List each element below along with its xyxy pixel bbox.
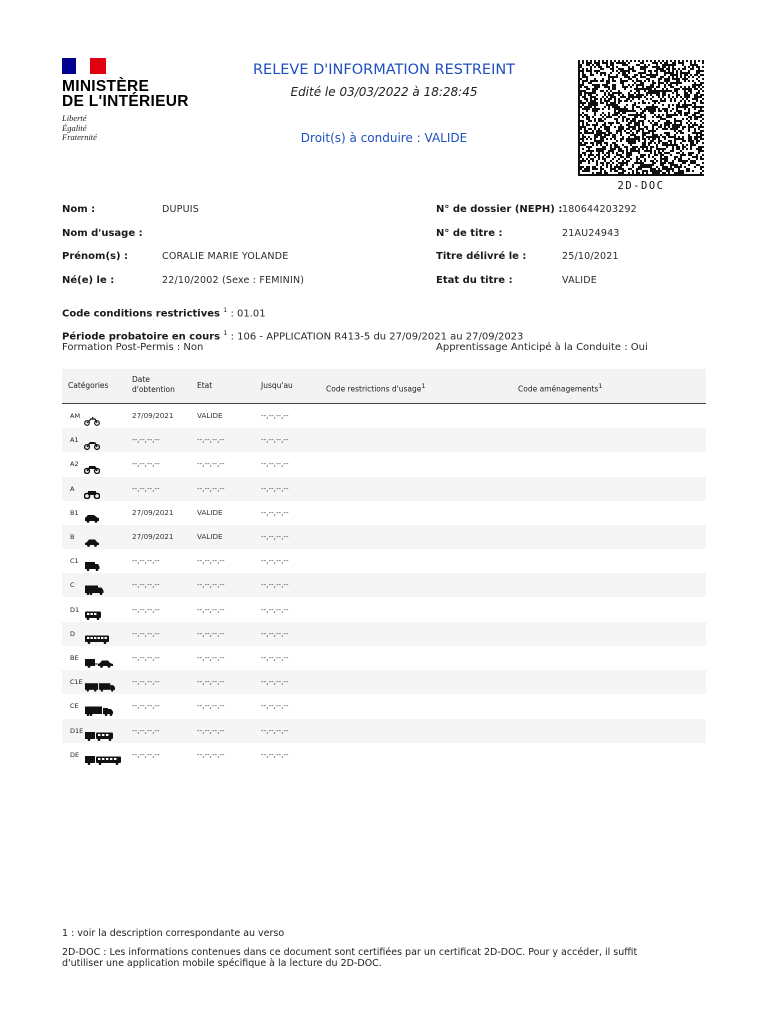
category-code: CE (70, 702, 79, 711)
category-code: A2 (70, 460, 79, 469)
formation-post-permis: Formation Post-Permis : Non (62, 342, 204, 353)
category-code: C1 (70, 557, 79, 566)
date-obtention: --,--,--,-- (132, 653, 160, 662)
jusquau: --,--,--,-- (261, 725, 289, 735)
header-date-line1: Date (132, 375, 150, 384)
header-date-obtention (132, 375, 175, 395)
prenom-label: Prénom(s) : (62, 251, 129, 262)
header-categories: Catégories (68, 381, 109, 390)
motorcycle-icon (84, 459, 100, 469)
jusquau: --,--,--,-- (261, 580, 289, 590)
jusquau: --,--,--,-- (261, 483, 289, 493)
2d-doc-notice-line1: 2D-DOC : Les informations contenues dans ce document sont certifiées par un certificat 2D-DOC. Pour y accéder, il suffit (62, 947, 638, 958)
date-obtention: --,--,--,-- (132, 749, 160, 759)
table-row (62, 428, 706, 452)
restrict-value: : 01.01 (227, 308, 266, 320)
etat: --,--,--,-- (197, 701, 225, 711)
etat: --,--,--,-- (197, 604, 225, 614)
restrict-sup: 1 (223, 306, 228, 314)
motto-liberte: Liberté (62, 113, 87, 123)
date-obtention: --,--,--,-- (132, 628, 160, 638)
republique-flag-logo (62, 58, 106, 74)
minibus-trailer-icon (84, 726, 114, 736)
date-obtention: --,--,--,-- (132, 677, 160, 687)
ministry-line2: DE L'INTÉRIEUR (62, 93, 189, 110)
etat: --,--,--,-- (197, 556, 225, 566)
footnote: 1 : voir la description correspondante au verso (62, 928, 285, 939)
proba-sup: 1 (223, 329, 228, 337)
category-code: B (70, 533, 75, 541)
jusquau: --,--,--,-- (261, 507, 289, 517)
nom-value: DUPUIS (162, 204, 199, 215)
dossier-value: 180644203292 (562, 204, 637, 215)
table-row (62, 525, 706, 549)
titre-label: N° de titre : (436, 228, 503, 239)
jusquau: --,--,--,-- (261, 604, 289, 614)
category-code: C (70, 581, 75, 590)
etat-titre-label: Etat du titre : (436, 275, 513, 286)
truck-icon (84, 580, 104, 590)
category-code: D1E (70, 726, 84, 735)
nom-usage-label: Nom d'usage : (62, 228, 143, 239)
table-row (62, 694, 706, 718)
minibus-icon (84, 605, 102, 615)
category-code: A1 (70, 436, 79, 445)
document-title: RELEVE D'INFORMATION RESTREINT (252, 62, 516, 78)
table-row (62, 501, 706, 525)
jusquau: --,--,--,-- (261, 628, 289, 638)
proba-value: : 106 - APPLICATION R413-5 du 27/09/2021 au 27/09/2023 (227, 331, 524, 343)
2d-doc-label: 2D-DOC (617, 180, 665, 192)
category-code: BE (70, 654, 79, 662)
header-amen-sup: 1 (598, 382, 603, 390)
category-code: D (70, 629, 76, 638)
light-truck-icon (84, 556, 100, 566)
car-icon (84, 532, 100, 542)
header-date-line2: d'obtention (132, 385, 175, 394)
restrict-label: Code conditions restrictives (62, 308, 220, 320)
etat: VALIDE (197, 532, 223, 541)
table-row (62, 670, 706, 694)
table-row (62, 549, 706, 573)
delivre-value: 25/10/2021 (562, 251, 619, 262)
motorcycle-light-icon (84, 435, 100, 445)
date-obtention: 27/09/2021 (132, 532, 174, 541)
table-row (62, 743, 706, 767)
table-row (62, 573, 706, 597)
motorcycle-heavy-icon (84, 484, 100, 494)
republic-motto (62, 114, 97, 143)
apprentissage-anticipe: Apprentissage Anticipé à la Conduite : Oui (436, 342, 648, 353)
jusquau: --,--,--,-- (261, 435, 289, 445)
code-conditions-restrictives (62, 306, 266, 319)
etat: --,--,--,-- (197, 725, 225, 735)
jusquau: --,--,--,-- (261, 532, 289, 541)
motto-egalite: Égalité (62, 122, 87, 133)
category-code: B1 (70, 508, 79, 517)
jusquau: --,--,--,-- (261, 653, 289, 662)
bus-icon (84, 629, 110, 639)
date-obtention: --,--,--,-- (132, 580, 160, 590)
etat: --,--,--,-- (197, 580, 225, 590)
etat: --,--,--,-- (197, 677, 225, 687)
jusquau: --,--,--,-- (261, 459, 289, 469)
table-row (62, 598, 706, 622)
etat: --,--,--,-- (197, 459, 225, 469)
naissance-label: Né(e) le : (62, 275, 115, 286)
dossier-label: N° de dossier (NEPH) : (436, 204, 563, 215)
category-code: DE (70, 750, 80, 759)
date-obtention: --,--,--,-- (132, 435, 160, 445)
date-obtention: --,--,--,-- (132, 604, 160, 614)
etat: --,--,--,-- (197, 435, 225, 445)
header-amen-text: Code aménagements (518, 384, 599, 394)
titre-value: 21AU24943 (562, 228, 620, 239)
delivre-label: Titre délivré le : (436, 251, 527, 262)
motto-fraternite: Fraternité (62, 132, 97, 142)
header-restr-text: Code restrictions d'usage (326, 384, 422, 394)
date-obtention: --,--,--,-- (132, 459, 160, 469)
etat: VALIDE (197, 507, 223, 517)
jusquau: --,--,--,-- (261, 701, 289, 711)
periode-probatoire (62, 329, 523, 342)
date-obtention: --,--,--,-- (132, 556, 160, 566)
etat: --,--,--,-- (197, 749, 225, 759)
etat: --,--,--,-- (197, 483, 225, 493)
table-row (62, 452, 706, 476)
jusquau: --,--,--,-- (261, 749, 289, 759)
table-row (62, 719, 706, 743)
etat: VALIDE (197, 411, 223, 420)
date-obtention: --,--,--,-- (132, 725, 160, 735)
table-row (62, 622, 706, 646)
etat: --,--,--,-- (197, 653, 225, 662)
truck-trailer-icon (84, 701, 114, 711)
header-restr-sup: 1 (421, 382, 426, 390)
etat: --,--,--,-- (197, 628, 225, 638)
date-obtention: 27/09/2021 (132, 507, 174, 517)
category-code: AM (70, 412, 81, 420)
edition-date: Edité le 03/03/2022 à 18:28:45 (290, 85, 478, 99)
date-obtention: --,--,--,-- (132, 701, 160, 711)
category-code: A (70, 484, 75, 493)
ministry-name (62, 79, 189, 109)
driving-rights-status: Droit(s) à conduire : VALIDE (300, 131, 468, 145)
table-row (62, 477, 706, 501)
jusquau: --,--,--,-- (261, 411, 289, 420)
category-code: C1E (70, 678, 83, 687)
table-row (62, 404, 706, 428)
bus-trailer-icon (84, 750, 122, 760)
2d-doc-notice-line2: d'utiliser une application mobile spécifique à la lecture du 2D-DOC. (62, 958, 382, 969)
header-etat: Etat (197, 381, 213, 390)
category-code: D1 (70, 605, 80, 614)
jusquau: --,--,--,-- (261, 556, 289, 566)
car-trailer-icon (84, 653, 114, 663)
naissance-value: 22/10/2002 (Sexe : FEMININ) (162, 275, 305, 286)
etat-titre-value: VALIDE (562, 275, 598, 286)
table-row (62, 646, 706, 670)
categories-table-header (62, 369, 706, 404)
moped-icon (84, 411, 100, 421)
ministry-line1: MINISTÈRE (62, 78, 150, 95)
nom-label: Nom : (62, 204, 96, 215)
light-truck-trailer-icon (84, 677, 116, 687)
date-obtention: --,--,--,-- (132, 483, 160, 493)
proba-label: Période probatoire en cours (62, 331, 221, 343)
2d-doc-barcode-icon (578, 60, 704, 176)
quadricycle-icon (84, 508, 100, 518)
jusquau: --,--,--,-- (261, 677, 289, 687)
prenom-value: CORALIE MARIE YOLANDE (162, 251, 289, 262)
header-code-restrictions (326, 381, 426, 395)
date-obtention: 27/09/2021 (132, 411, 174, 420)
header-jusquau: Jusqu'au (261, 381, 293, 390)
header-code-amenagements (518, 381, 603, 395)
